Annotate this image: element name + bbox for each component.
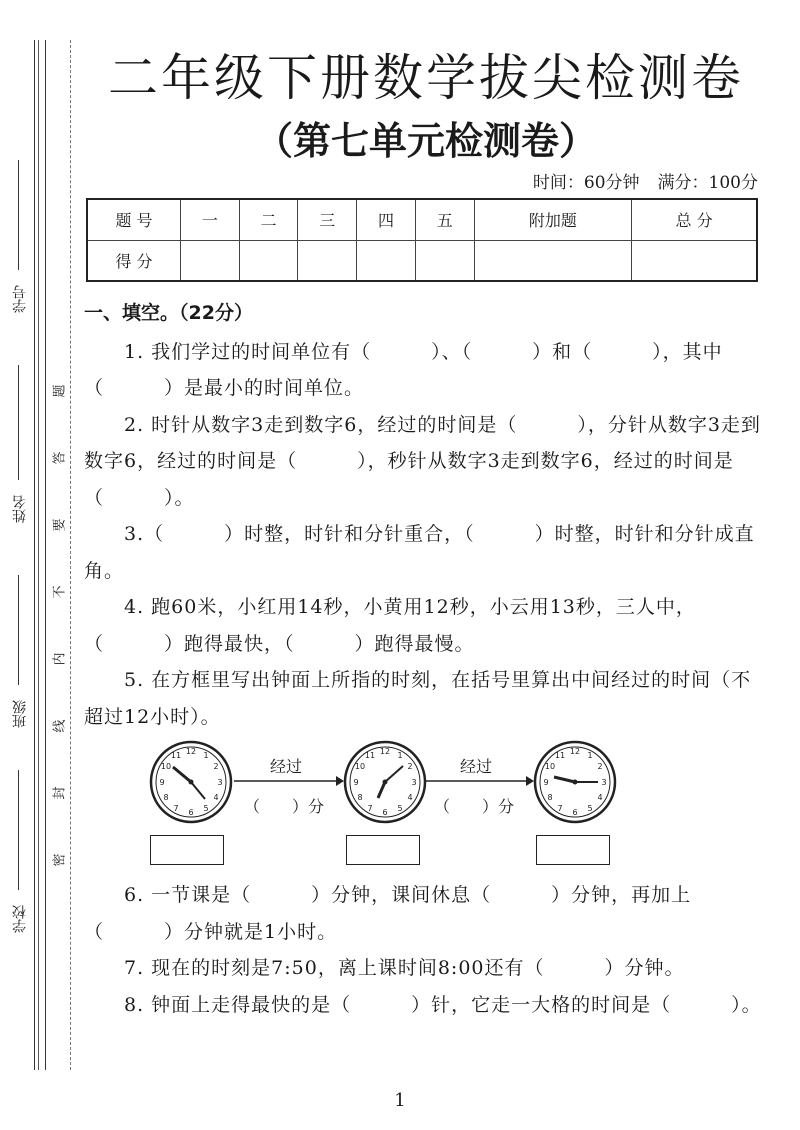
svg-text:7: 7 — [557, 804, 563, 813]
section-fill-blanks — [84, 295, 762, 1023]
page-title: 二年级下册数学拔尖检测卷 — [108, 49, 744, 107]
time-answer-box[interactable] — [346, 835, 420, 865]
score-table-score-row — [87, 240, 757, 281]
score-header-cell: 附加题 — [474, 199, 632, 240]
score-cell[interactable] — [632, 240, 757, 281]
score-header-cell: 题 号 — [87, 199, 181, 240]
question-7: 7. 现在的时刻是7:50，离上课时间8:00还有（ ）分钟。 — [124, 957, 685, 979]
question-6: 6. 一节课是（ ）分钟，课间休息（ ）分钟，再加上（ ）分钟就是1小时。 — [84, 884, 692, 943]
question-1: 1. 我们学过的时间单位有（ ）、（ ）和（ ），其中（ ）是最小的时间单位。 — [84, 340, 723, 399]
svg-text:10: 10 — [354, 762, 366, 771]
time-answer-box[interactable] — [150, 835, 224, 865]
svg-text:4: 4 — [407, 793, 413, 802]
cut-line — [70, 40, 71, 1070]
seal-char: 题 — [52, 384, 68, 398]
score-cell[interactable] — [474, 240, 632, 281]
school-label: 学校 — [12, 905, 28, 933]
question-4: 4. 跑60米，小红用14秒，小黄用12秒，小云用13秒，三人中，（ ）跑得最快，（ ）跑得最慢。 — [84, 596, 696, 655]
svg-text:3: 3 — [411, 778, 417, 787]
class-line — [18, 575, 19, 685]
student-number-line — [18, 160, 19, 270]
time-limit: 时间：60分钟 — [532, 173, 640, 193]
clock-face-icon — [532, 739, 618, 825]
score-header-cell: 四 — [357, 199, 416, 240]
question-8: 8. 钟面上走得最快的是（ ）针，它走一大格的时间是（ ）。 — [124, 993, 762, 1016]
svg-text:6: 6 — [572, 808, 578, 817]
svg-text:3: 3 — [601, 778, 607, 787]
section-title: 一、填空。（22分） — [84, 302, 253, 324]
seal-char: 封 — [52, 786, 68, 800]
svg-text:4: 4 — [597, 793, 603, 802]
svg-text:12: 12 — [569, 747, 581, 756]
time-answer-box[interactable] — [536, 835, 610, 865]
seal-char: 线 — [52, 719, 68, 733]
score-header-cell: 二 — [239, 199, 298, 240]
svg-text:8: 8 — [163, 793, 169, 802]
clock-face-icon — [148, 739, 234, 825]
score-header-cell: 五 — [415, 199, 474, 240]
page-number: 1 — [394, 1090, 406, 1111]
svg-text:7: 7 — [367, 804, 373, 813]
svg-text:11: 11 — [364, 751, 376, 760]
svg-text:9: 9 — [543, 778, 549, 787]
svg-text:9: 9 — [159, 778, 165, 787]
svg-text:9: 9 — [353, 778, 359, 787]
svg-text:10: 10 — [160, 762, 172, 771]
svg-text:10: 10 — [544, 762, 556, 771]
svg-text:2: 2 — [597, 762, 603, 771]
exam-meta — [533, 168, 758, 193]
svg-text:8: 8 — [357, 793, 363, 802]
arrow-label: 经过 — [270, 757, 303, 776]
seal-char: 不 — [52, 585, 68, 599]
score-table — [86, 198, 758, 282]
name-line — [18, 365, 19, 480]
svg-text:2: 2 — [407, 762, 413, 771]
binding-margin-lines — [34, 40, 46, 1070]
svg-text:7: 7 — [173, 804, 179, 813]
svg-text:4: 4 — [213, 793, 219, 802]
elapsed-minutes-blank[interactable]: （ ）分 — [244, 797, 325, 816]
svg-text:11: 11 — [554, 751, 566, 760]
svg-text:12: 12 — [185, 747, 197, 756]
svg-text:5: 5 — [397, 804, 403, 813]
clock-sequence — [84, 739, 762, 869]
score-cell[interactable] — [181, 240, 240, 281]
name-label: 姓名 — [12, 495, 28, 523]
svg-text:2: 2 — [213, 762, 219, 771]
score-row-label: 得 分 — [87, 240, 181, 281]
svg-text:1: 1 — [203, 751, 209, 760]
svg-text:12: 12 — [379, 747, 391, 756]
score-cell[interactable] — [298, 240, 357, 281]
svg-text:5: 5 — [203, 804, 209, 813]
question-3: 3.（ ）时整，时针和分针重合，（ ）时整，时针和分针成直角。 — [84, 523, 755, 582]
svg-text:5: 5 — [587, 804, 593, 813]
score-cell[interactable] — [357, 240, 416, 281]
seal-char: 密 — [52, 853, 68, 867]
seal-char: 答 — [52, 451, 68, 465]
school-line — [18, 770, 19, 890]
elapsed-minutes-blank[interactable]: （ ）分 — [434, 797, 515, 816]
svg-text:6: 6 — [382, 808, 388, 817]
seal-char: 内 — [52, 652, 68, 666]
svg-text:11: 11 — [170, 751, 182, 760]
score-cell[interactable] — [239, 240, 298, 281]
class-label: 班级 — [12, 700, 28, 728]
page-subtitle: （第七单元检测卷） — [254, 118, 597, 163]
svg-text:1: 1 — [397, 751, 403, 760]
score-header-cell: 总 分 — [632, 199, 757, 240]
arrow-right-icon — [234, 775, 344, 787]
question-2: 2. 时针从数字3走到数字6，经过的时间是（ ），分针从数字3走到数字6，经过的时间是（ ），秒针从数字3走到数字6，经过的时间是（ ）。 — [84, 413, 761, 509]
seal-line-notice — [50, 380, 66, 868]
svg-text:3: 3 — [217, 778, 223, 787]
arrow-right-icon — [424, 775, 534, 787]
score-header-cell: 三 — [298, 199, 357, 240]
question-5: 5. 在方框里写出钟面上所指的时刻，在括号里算出中间经过的时间（不超过12小时）。 — [84, 669, 752, 728]
svg-text:8: 8 — [547, 793, 553, 802]
svg-text:1: 1 — [587, 751, 593, 760]
seal-char: 要 — [52, 518, 68, 532]
score-table-header-row — [87, 199, 757, 240]
score-cell[interactable] — [415, 240, 474, 281]
full-score: 满分：100分 — [657, 173, 758, 193]
clock-face-icon — [342, 739, 428, 825]
score-header-cell: 一 — [181, 199, 240, 240]
arrow-label: 经过 — [460, 757, 493, 776]
student-number-label: 学号 — [12, 285, 28, 313]
svg-text:6: 6 — [188, 808, 194, 817]
